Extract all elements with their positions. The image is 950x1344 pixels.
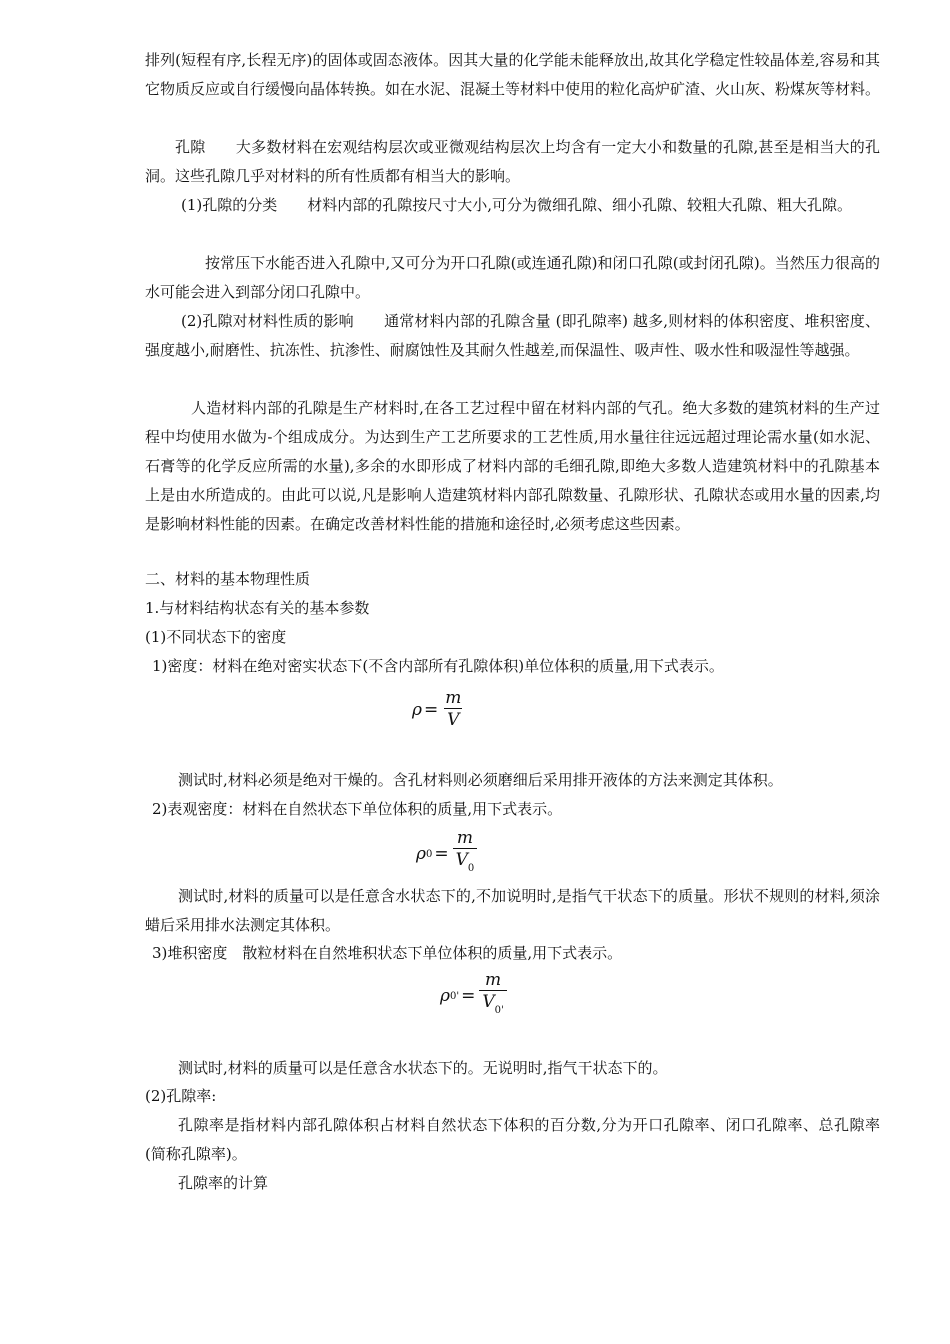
paragraph-pores-intro: 孔隙 大多数材料在宏观结构层次或亚微观结构层次上均含有一定大小和数量的孔隙,甚至是相当大的孔洞。这些孔隙几乎对材料的所有性质都有相当大的影响。 xyxy=(145,138,880,185)
paragraph-open-closed-pores: 按常压下水能否进入孔隙中,又可分为开口孔隙(或连通孔隙)和闭口孔隙(或封闭孔隙)。当然压力很高的水可能会进入到部分闭口孔隙中。 xyxy=(145,254,880,301)
definition-density: 1)密度：材料在绝对密实状态下(不含内部所有孔隙体积)单位体积的质量,用下式表示。 xyxy=(152,657,724,675)
note-density-test: 测试时,材料必须是绝对干燥的。含孔材料则必须磨细后采用排开液体的方法来测定其体积。 xyxy=(178,771,783,789)
definition-bulk-density: 3)堆积密度 散粒材料在自然堆积状态下单位体积的质量,用下式表示。 xyxy=(152,944,623,962)
formula-bulk-density-lhs: ρ xyxy=(440,986,450,1006)
formula-density-fraction xyxy=(442,688,464,731)
paragraph-pore-classification: (1)孔隙的分类 材料内部的孔隙按尺寸大小,可分为微细孔隙、细小孔隙、较粗大孔隙、粗大孔隙。 xyxy=(181,196,853,214)
formula-apparent-density xyxy=(416,828,477,880)
formula-apparent-density-equals: = xyxy=(434,844,449,864)
paragraph-amorphous: 排列(短程有序,长程无序)的固体或固态液体。因其大量的化学能未能释放出,故其化学稳定性较晶体差,容易和其它物质反应或自行缓慢向晶体转换。如在水泥、混凝土等材料中使用的粒化高炉矿渣、火山灰、粉煤灰等材料。 xyxy=(145,51,881,98)
formula-apparent-density-numerator: m xyxy=(456,828,474,848)
formula-bulk-density xyxy=(440,970,507,1022)
formula-apparent-density-lhs-subscript: 0 xyxy=(426,848,433,860)
formula-density-denominator: V xyxy=(444,708,462,731)
note-bulk-density-test: 测试时,材料的质量可以是任意含水状态下的。无说明时,指气干状态下的。 xyxy=(178,1059,668,1077)
formula-bulk-density-denominator xyxy=(479,990,506,1022)
formula-bulk-density-fraction xyxy=(479,970,506,1022)
formula-density xyxy=(412,688,464,731)
note-apparent-density-test: 测试时,材料的质量可以是任意含水状态下的,不加说明时,是指气干状态下的质量。形状不规则的材料,须涂蜡后采用排水法测定其体积。 xyxy=(145,887,880,934)
definition-apparent-density: 2)表观密度：材料在自然状态下单位体积的质量,用下式表示。 xyxy=(152,800,563,818)
paragraph-pore-effects: (2)孔隙对材料性质的影响 通常材料内部的孔隙含量 (即孔隙率) 越多,则材料的体积密度、堆积密度、强度越小,耐磨性、抗冻性、抗渗性、耐腐蚀性及其耐久性越差,而保温性、吸声性、吸水性和吸湿性等越强。 xyxy=(145,312,880,359)
formula-bulk-density-denominator-subscript: 0' xyxy=(494,1005,504,1016)
formula-apparent-density-denominator-subscript: 0 xyxy=(467,863,475,874)
formula-density-lhs: ρ xyxy=(412,699,422,720)
formula-apparent-density-fraction xyxy=(453,828,478,880)
formula-density-equals: = xyxy=(424,699,439,720)
formula-apparent-density-denominator-symbol: V xyxy=(455,850,468,870)
formula-bulk-density-numerator: m xyxy=(485,970,502,990)
formula-density-numerator: m xyxy=(445,688,462,708)
formula-bulk-density-denominator-symbol: V xyxy=(482,992,495,1012)
subsection-heading-porosity: (2)孔隙率: xyxy=(145,1087,217,1105)
formula-bulk-density-equals: = xyxy=(461,986,476,1006)
formula-bulk-density-lhs-subscript: 0' xyxy=(450,990,460,1002)
paragraph-artificial-pores: 人造材料内部的孔隙是生产材料时,在各工艺过程中留在材料内部的气孔。绝大多数的建筑材料的生产过程中均使用水做为-个组成成分。为达到生产工艺所要求的工艺性质,用水量往往远远超过理论需水量(如水泥、石膏等的化学反应所需的水量),多余的水即形成了材料内部的毛细孔隙,即绝大多数人造建筑材料中的孔隙基本上是由水所造成的。由此可以说,凡是影响人造建筑材料内部孔隙数量、孔隙形状、孔隙状态或用水量的因素,均是影响材料性能的因素。在确定改善材料性能的措施和途径时,必须考虑这些因素。 xyxy=(145,399,880,533)
paragraph-porosity-calculation: 孔隙率的计算 xyxy=(178,1174,269,1192)
subsection-heading-structural-parameters: 1.与材料结构状态有关的基本参数 xyxy=(145,599,370,617)
formula-apparent-density-lhs: ρ xyxy=(416,844,426,864)
formula-apparent-density-denominator xyxy=(453,848,478,880)
paragraph-porosity-definition: 孔隙率是指材料内部孔隙体积占材料自然状态下体积的百分数,分为开口孔隙率、闭口孔隙率、总孔隙率 (简称孔隙率)。 xyxy=(145,1116,880,1163)
section-heading-physical-properties: 二、材料的基本物理性质 xyxy=(145,570,311,588)
subsection-heading-densities: (1)不同状态下的密度 xyxy=(145,628,287,646)
